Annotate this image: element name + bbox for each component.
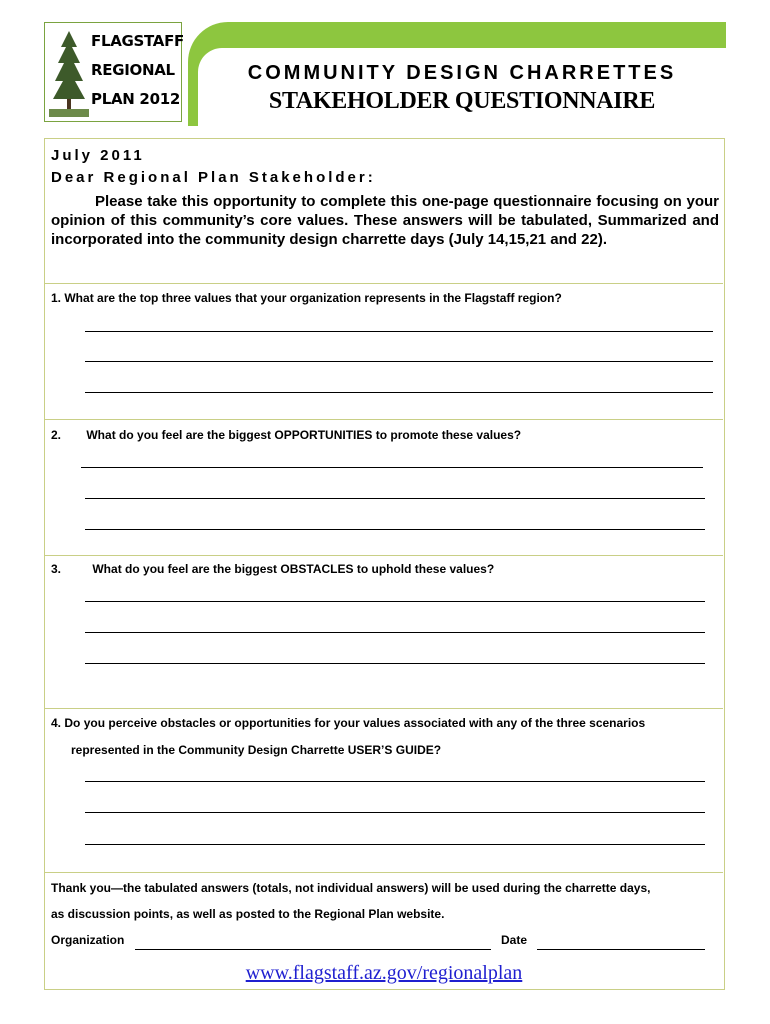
answer-line-2a[interactable] <box>81 467 703 468</box>
question-4-continued: represented in the Community Design Charrette USER’S GUIDE? <box>71 743 442 757</box>
question-2-number: 2. <box>51 428 62 442</box>
question-2-text: What do you feel are the biggest OPPORTUNITIES to promote these values? <box>86 428 522 442</box>
answer-line-2b[interactable] <box>85 498 705 499</box>
closing-line-2: as discussion points, as well as posted to the Regional Plan website. <box>51 907 445 921</box>
divider <box>45 555 723 556</box>
divider <box>45 283 723 284</box>
question-3-number: 3. <box>51 562 62 576</box>
question-3 <box>51 562 494 576</box>
question-4-text: Do you perceive obstacles or opportunities for your values associated with any of the three scenarios <box>64 716 646 730</box>
answer-line-3a[interactable] <box>85 601 705 602</box>
website-link[interactable]: www.flagstaff.az.gov/regionalplan <box>245 962 523 984</box>
question-1-number: 1. <box>51 291 62 305</box>
date-label: Date <box>501 933 528 947</box>
question-1 <box>51 291 562 305</box>
intro-date: July 2011 <box>51 147 145 164</box>
logo-line-3: PLAN 2012 <box>91 90 180 108</box>
question-4-number: 4. <box>51 716 62 730</box>
divider <box>45 708 723 709</box>
intro-section <box>51 145 719 249</box>
answer-line-3c[interactable] <box>85 663 705 664</box>
answer-line-1b[interactable] <box>85 361 713 362</box>
closing-section <box>51 875 719 927</box>
answer-line-4b[interactable] <box>85 812 705 813</box>
flagstaff-logo <box>44 22 182 122</box>
answer-line-4a[interactable] <box>85 781 705 782</box>
pine-tree-icon <box>49 29 89 117</box>
page-subtitle: STAKEHOLDER QUESTIONNAIRE <box>268 88 656 114</box>
answer-line-4c[interactable] <box>85 844 705 845</box>
closing-line-1: Thank you—the tabulated answers (totals, not individual answers) will be used during the charrette days, <box>51 881 651 895</box>
date-field[interactable] <box>537 949 705 950</box>
question-4 <box>51 716 645 730</box>
logo-line-1: FLAGSTAFF <box>91 32 184 50</box>
answer-line-1a[interactable] <box>85 331 713 332</box>
question-1-text: What are the top three values that your organization represents in the Flagstaff region? <box>64 291 562 305</box>
question-3-text: What do you feel are the biggest OBSTACLES to uphold these values? <box>92 562 495 576</box>
intro-paragraph: Please take this opportunity to complete this one-page questionnaire focusing on your opinion of this community’s core values. These answers will be tabulated, Summarized and incorporated into the community design charrette days (July 14,15,21 and 22). <box>51 193 719 248</box>
organization-label: Organization <box>51 933 125 947</box>
answer-line-3b[interactable] <box>85 632 705 633</box>
answer-line-1c[interactable] <box>85 392 713 393</box>
answer-line-2c[interactable] <box>85 529 705 530</box>
question-2 <box>51 428 521 442</box>
organization-field[interactable] <box>135 949 491 950</box>
logo-line-2: REGIONAL <box>91 61 175 79</box>
questionnaire-form <box>44 138 725 990</box>
divider <box>45 872 723 873</box>
intro-salutation: Dear Regional Plan Stakeholder: <box>51 169 376 186</box>
divider <box>45 419 723 420</box>
page-title: COMMUNITY DESIGN CHARRETTES <box>247 62 677 84</box>
